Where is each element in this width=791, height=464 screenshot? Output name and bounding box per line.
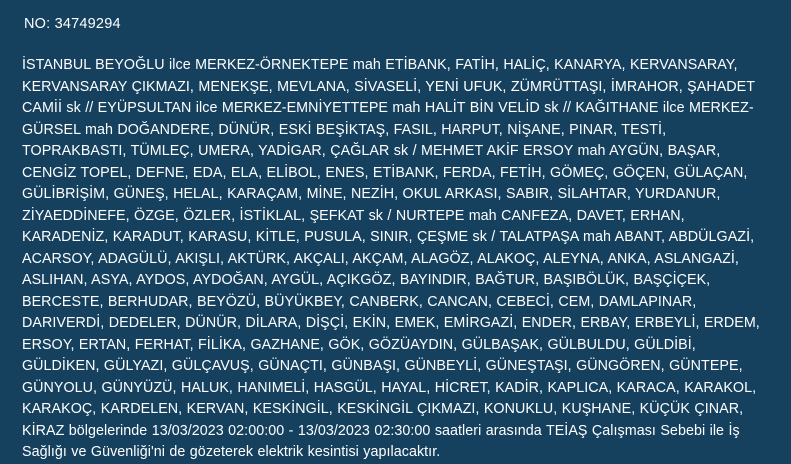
notice-number: NO: 34749294	[24, 16, 121, 32]
notice-body-text: İSTANBUL BEYOĞLU ilce MERKEZ-ÖRNEKTEPE mah ETİBANK, FATİH, HALİÇ, KANARYA, KERVANSARAY, KERVANSARAY ÇIKMAZI, MENEKŞE, MEVLANA, SİVASELİ, YENİ UFUK, ZÜMRÜTTAŞI, İMRAHOR, ŞAHADET CAMİİ sk // EYÜPSULTAN ilce MERKEZ-EMNİYETTEPE mah HALİT BİN VELİD sk // KAĞITHANE ilce MERKEZ-GÜRSEL mah DOĞANDERE, DÜNÜR, ESKİ BEŞİKTAŞ, FASIL, HARPUT, NİŞANE, PINAR, TESTİ, TOPRAKBASTI, TÜMLEÇ, UMERA, YADİGAR, ÇAĞLAR sk / MEHMET AKİF ERSOY mah AYGÜN, BAŞAR, CENGİZ TOPEL, DEFNE, EDA, ELA, ELİBOL, ENES, ETİBANK, FERDA, FETİH, GÖMEÇ, GÖÇEN, GÜLAÇAN, GÜLİBRİŞİM, GÜNEŞ, HELAL, KARAÇAM, MİNE, NEZİH, OKUL ARKASI, SABIR, SİLAHTAR, YURDANUR, ZİYAEDDİNEFE, ÖZGE, ÖZLER, İSTİKLAL, ŞEFKAT sk / NURTEPE mah CANFEZA, DAVET, ERHAN, KARADENİZ, KARADUT, KARASU, KİTLE, PUSULA, SINIR, ÇEŞME sk / TALATPAŞA mah ABANT, ABDÜLGAZİ, ACARSOY, ADAGÜLÜ, AKIŞLI, AKTÜRK, AKÇALI, AKÇAM, ALAGÖZ, ALAKOÇ, ALEYNA, ANKA, ASLANGAZİ, ASLIHAN, ASYA, AYDOS, AYDOĞAN, AYGÜL, AÇIKGÖZ, BAYINDIR, BAĞTUR, BAŞIBÖLÜK, BAŞÇİÇEK, BERCESTE, BERHUDAR, BEYÖZÜ, BÜYÜKBEY, CANBERK, CANCAN, CEBECİ, CEM, DAMLAPINAR, DARIVERDİ, DEDELER, DÜNÜR, DİLARA, DİŞÇİ, EKİN, EMEK, EMİRGAZİ, ENDER, ERBAY, ERBEYLİ, ERDEM, ERSOY, ERTAN, FERHAT, FİLİKA, GAZHANE, GÖK, GÖZÜAYDIN, GÜLBAŞAK, GÜLBULDU, GÜLDİBİ, GÜLDİKEN, GÜLYAZI, GÜLÇAVUŞ, GÜNAÇTI, GÜNBAŞI, GÜNBEYLİ, GÜNEŞTAŞI, GÜNGÖREN, GÜNTEPE, GÜNYOLU, GÜNYÜZÜ, HALUK, HANIMELİ, HASGÜL, HAYAL, HİCRET, KADİR, KAPLICA, KARACA, KARAKOL, KARAKOÇ, KARDELEN, KERVAN, KESKİNGİL, KESKİNGİL ÇIKMAZI, KONUKLU, KUŞHANE, KÜÇÜK ÇINAR, KİRAZ bölgelerinde 13/03/2023 02:00:00 - 13/03/2023 02:30:00 saatleri arasında TEİAŞ Çalışması Sebebi ile İş Sağlığı ve Güvenliği'ni de gözeterek elektrik kesintisi yapılacaktır.	[22, 57, 760, 461]
